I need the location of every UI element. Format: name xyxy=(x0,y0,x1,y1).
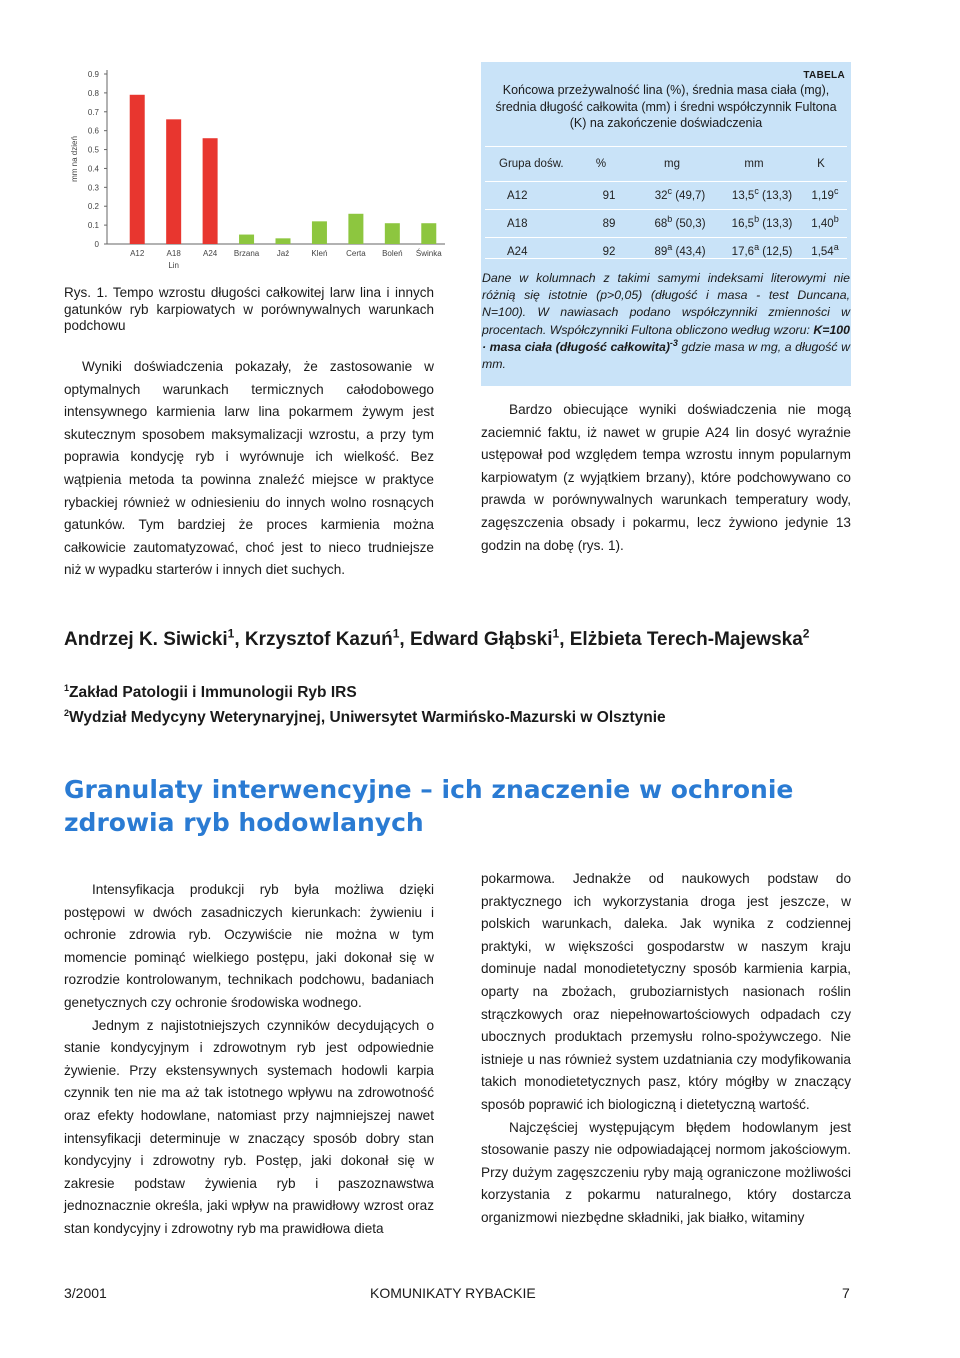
author-separator: , xyxy=(559,629,570,650)
mm-value: 17,6 xyxy=(731,245,755,258)
mg-value: 89 xyxy=(654,245,668,258)
table-note-formula: K=100 · masa ciała (długość całkowita) xyxy=(482,322,850,354)
y-tick-label: 0.2 xyxy=(87,202,99,212)
cell-k xyxy=(803,210,847,237)
article-left-column xyxy=(64,879,434,1241)
cell-pct xyxy=(579,238,639,265)
x-tick-label: A18 xyxy=(166,249,181,258)
y-tick-label: 0.3 xyxy=(87,183,99,193)
table-note-text: Dane w kolumnach z takimi samymi indeksami literowymi nie różnią się istotnie (p>0,05) (długość i masa - test Duncana, N=100). W nawiasach podano współczynniki zmienności w procentach. Współczynniki Fultona obliczono według wzoru: xyxy=(482,271,850,337)
x-tick-label: Kleń xyxy=(311,249,328,258)
cell-k xyxy=(803,182,847,209)
table-row xyxy=(485,238,847,265)
footer-page-number: 7 xyxy=(842,1285,850,1301)
x-group-label: Lin xyxy=(168,261,180,270)
x-tick-label: A12 xyxy=(130,249,145,258)
pct-value: 89 xyxy=(602,217,616,230)
cell-group xyxy=(485,238,579,265)
col-header-mg: mg xyxy=(664,158,680,170)
group-value: A24 xyxy=(507,245,528,258)
group-value: A18 xyxy=(507,217,528,230)
y-tick-label: 0.1 xyxy=(87,221,99,231)
cell-group xyxy=(485,182,579,209)
bar xyxy=(348,214,363,244)
x-tick-label: Certa xyxy=(346,249,366,258)
results-table-body xyxy=(485,182,847,265)
y-tick-label: 0.5 xyxy=(87,145,99,155)
bar xyxy=(276,238,291,244)
x-tick-label: Świnka xyxy=(415,249,442,258)
cell-mm xyxy=(721,238,803,265)
x-tick-label: Boleń xyxy=(382,249,403,258)
table-note-formula-exp: -3 xyxy=(669,337,678,348)
significance-index: c xyxy=(667,185,673,196)
author-affiliation-index: 1 xyxy=(552,626,560,641)
cell-mm xyxy=(721,210,803,237)
figure-caption: Rys. 1. Tempo wzrostu długości całkowitej larw lina i innych gatunków ryb karpiowatych w porównywalnych warunkach podchowu xyxy=(64,285,434,333)
table-row xyxy=(485,182,847,209)
cell-mg xyxy=(639,210,721,237)
affiliation-1 xyxy=(64,684,357,702)
mg-value: 68 xyxy=(654,217,668,230)
table-row xyxy=(485,210,847,237)
results-table-box xyxy=(481,62,851,386)
bar xyxy=(203,138,218,244)
paragraph: Bardzo obiecujące wyniki doświadczenia nie mogą zaciemnić faktu, iż nawet w grupie A24 lin dosyć wyraźnie ustępował pod względem tempa wzrostu innym popularnym karpiowatym (z wyjątkiem brzany), które podchowywano co prawda w porównywalnych warunkach temperatury wody, zagęszczenia obsady i pokarmu, lecz żywiono jedynie 13 godzin na dobę (rys. 1). xyxy=(481,402,851,553)
y-tick-label: 0.6 xyxy=(87,126,99,136)
x-tick-label: Jaź xyxy=(276,249,290,258)
group-value: A12 xyxy=(507,189,528,202)
paragraph: Najczęściej występującym błędem hodowlanym jest stosowanie paszy nie odpowiadającej normom jakościowym. Przy dużym zagęszczeniu ryby mają ograniczone możliwości korzystania z pokarmu naturalnego, który dostarcza organizmowi niezbędne składniki, jak białko, witaminy xyxy=(481,1119,851,1225)
author-affiliation-index: 2 xyxy=(802,626,810,641)
cell-mg xyxy=(639,238,721,265)
table-note-text-end: gdzie masa w mg, a długość w mm. xyxy=(482,339,850,372)
author-name: Andrzej K. Siwicki xyxy=(64,629,228,650)
x-tick-label: A24 xyxy=(202,249,218,258)
cell-mg xyxy=(639,182,721,209)
y-axis-label: mm na dzień xyxy=(70,136,79,182)
affiliation-1-text: Zakład Patologii i Immunologii Ryb IRS xyxy=(69,684,357,701)
mg-cv: (43,4) xyxy=(675,245,706,258)
mm-cv: (12,5) xyxy=(762,245,793,258)
mm-cv: (13,3) xyxy=(762,189,793,202)
cell-group xyxy=(485,210,579,237)
affiliation-2-text: Wydział Medycyny Weterynaryjnej, Uniwersytet Warmińsko-Mazurski w Olsztynie xyxy=(69,709,666,726)
mg-cv: (49,7) xyxy=(675,189,706,202)
y-tick-label: 0.4 xyxy=(87,164,99,174)
bar xyxy=(312,221,327,244)
article-title-line-1: Granulaty interwencyjne – ich znaczenie w ochronie xyxy=(64,775,794,804)
cell-pct xyxy=(579,210,639,237)
author-affiliation-index: 1 xyxy=(227,626,235,641)
cell-mm xyxy=(721,182,803,209)
author-separator: , xyxy=(399,629,410,650)
significance-index: a xyxy=(667,241,673,252)
bar xyxy=(239,235,254,244)
bar xyxy=(130,95,145,244)
y-tick-label: 0 xyxy=(94,240,99,249)
k-value: 1,54 xyxy=(811,245,834,258)
table-caption: Końcowa przeżywalność lina (%), średnia masa ciała (mg), średnia długość całkowita (mm) i średni współczynnik Fultona (K) na zakończenie doświadczenia xyxy=(495,83,837,130)
y-tick-label: 0.9 xyxy=(87,70,99,79)
significance-index: b xyxy=(754,213,760,224)
bar xyxy=(166,119,181,244)
article-title-line-2: zdrowia ryb hodowlanych xyxy=(64,808,424,837)
author-name: Krzysztof Kazuń xyxy=(244,629,393,650)
mg-value: 32 xyxy=(654,189,668,202)
significance-index: c xyxy=(754,185,759,196)
col-header-k: K xyxy=(817,158,825,170)
bar xyxy=(421,223,436,244)
k-value: 1,19 xyxy=(811,189,834,202)
growth-rate-chart xyxy=(55,62,450,280)
significance-index: a xyxy=(833,241,839,252)
author-name: Edward Głąbski xyxy=(409,629,553,650)
cell-pct xyxy=(579,182,639,209)
table-tag: TABELA xyxy=(803,70,845,81)
affiliation-2 xyxy=(64,709,666,727)
paragraph: Intensyfikacja produkcji ryb była możliwa dzięki postępowi w dwóch zasadniczych kierunkach: żywieniu i ochronie zdrowia ryb. Oczywiście nie można w tym momencie pominąć wielkiego postępu, jaki dokonał się w rozrodzie kontrolowanym, technikach podchowu, badaniach genetycznych czy ochronie środowiska wodnego. xyxy=(64,882,434,1010)
x-tick-label: Brzana xyxy=(233,249,260,258)
author-name: Elżbieta Terech-Majewska xyxy=(569,629,803,650)
col-header-group: Grupa dośw. xyxy=(499,158,564,170)
pct-value: 91 xyxy=(602,189,616,202)
col-header-pct: % xyxy=(595,158,607,170)
paragraph: pokarmowa. Jednakże od naukowych podstaw do praktycznego ich wykorzystania droga jest jeszcze, w polskich warunkach, daleka. Jak wynika z codziennej praktyki, w większości gospodarstw w naszym kraju dominuje nadal monodietetyczny sposób karmienia karpia, oparty na zbożach, gruboziarnistych nasionach roślin strączkowych oraz niepełnowartościowych odpadach czy ubocznych produktach przemysłu rolno-spożywczego. Nie istnieje u nas również system uzdatniania czy modyfikowania takich monodietetycznych pasz, który mógłby w znaczący sposób poprawić ich biologiczną i dietetyczną wartość. xyxy=(481,871,851,1112)
authors xyxy=(64,626,810,651)
k-value: 1,40 xyxy=(811,217,834,230)
author-separator: , xyxy=(234,629,245,650)
y-tick-label: 0.7 xyxy=(87,107,99,117)
table-note xyxy=(481,270,851,373)
pct-value: 92 xyxy=(602,245,616,258)
significance-index: a xyxy=(754,241,760,252)
mg-cv: (50,3) xyxy=(675,217,706,230)
mm-value: 16,5 xyxy=(731,217,755,230)
article-title xyxy=(64,773,864,839)
chart-canvas xyxy=(55,62,450,280)
table-header-row xyxy=(485,147,847,181)
footer-issue: 3/2001 xyxy=(64,1285,107,1301)
affiliation-2-index: 2 xyxy=(64,707,70,718)
paragraph: Jednym z najistotniejszych czynników decydujących o stanie kondycyjnym i zdrowotnym ryb jest odpowiednie żywienie. Przy ekstensywnych systemach hodowli karpia czynnik ten nie ma aż tak istotnego wpływu na zdrowotność oraz efekty hodowlane, natomiast przy najmniejszej nawet intensyfikacji determinuje w znaczący sposób dobry stan kondycyjny i zdrowotny ryb. Postęp, jaki dokonał się w zakresie podstaw żywienia ryb i paszoznawstwa jednoznacznie określa, jaki wpływ na prawidłowy wzrost oraz stan kondycyjny i zdrowotny ryb ma prawidłowa dieta xyxy=(64,1017,434,1236)
affiliation-1-index: 1 xyxy=(64,682,70,693)
col-header-mm: mm xyxy=(744,158,764,170)
cell-k xyxy=(803,238,847,265)
bar xyxy=(385,223,400,244)
significance-index: b xyxy=(833,213,839,224)
mm-cv: (13,3) xyxy=(762,217,793,230)
y-tick-label: 0.8 xyxy=(87,88,99,98)
footer-journal: KOMUNIKATY RYBACKIE xyxy=(370,1285,536,1301)
mm-value: 13,5 xyxy=(731,189,755,202)
significance-index: c xyxy=(833,185,839,196)
results-table xyxy=(485,147,847,181)
article-right-column xyxy=(481,868,851,1230)
author-affiliation-index: 1 xyxy=(392,626,400,641)
paragraph: Wyniki doświadczenia pokazały, że zastosowanie w optymalnych warunkach termicznych całodobowego intensywnego karmienia larw lina pokarmem żywym jest skutecznym sposobem maksymalizacji wzrostu, a przy tym poprawia kondycję ryb i wyrównuje ich wielkość. Bez wątpienia metoda ta powinna znaleźć miejsce w praktyce rybackiej również w odniesieniu do innych wolno rosnących gatunków. Tym bardziej że proces karmienia można całkowicie zautomatyzować, choć jest to nieco trudniejsze niż w wypadku starterów i innych diet suchych. xyxy=(64,359,434,578)
significance-index: b xyxy=(667,213,673,224)
